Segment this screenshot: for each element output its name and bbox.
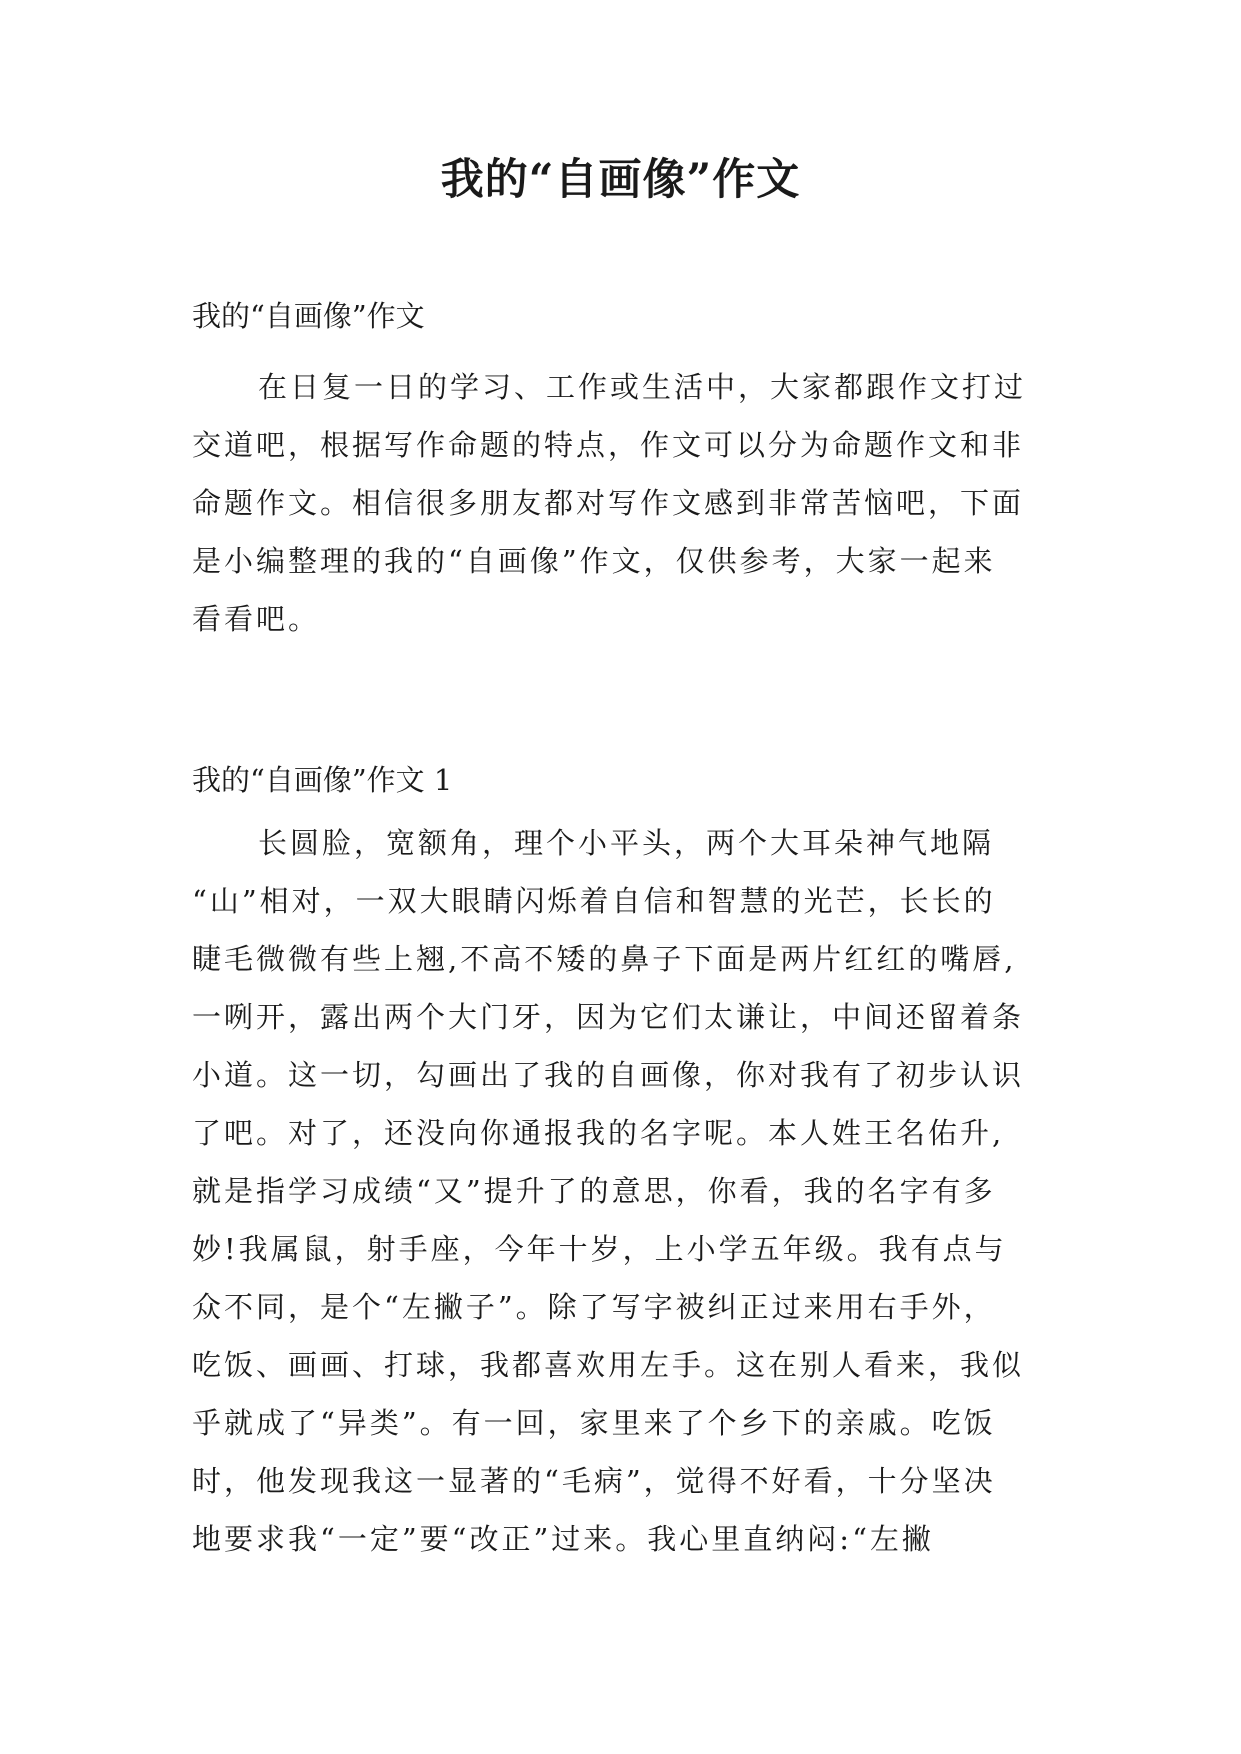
essay-line: 睫毛微微有些上翘,不高不矮的鼻子下面是两片红红的嘴唇, xyxy=(192,942,1017,976)
intro-line: 是小编整理的我的“自画像”作文，仅供参考，大家一起来 xyxy=(192,544,996,578)
essay-line: 了吧。对了，还没向你通报我的名字呢。本人姓王名佑升, xyxy=(192,1116,1005,1150)
essay-line: 地要求我“一定”要“改正”过来。我心里直纳闷:“左撇 xyxy=(192,1522,934,1556)
document-title: 我的“自画像”作文 xyxy=(440,155,801,205)
intro-line: 看看吧。 xyxy=(192,602,321,636)
essay-line: 时，他发现我这一显著的“毛病”，觉得不好看，十分坚决 xyxy=(192,1464,996,1498)
essay-line: 吃饭、画画、打球，我都喜欢用左手。这在别人看来，我似 xyxy=(192,1348,1025,1382)
essay-line: 长圆脸，宽额角，理个小平头，两个大耳朵神气地隔 xyxy=(258,826,995,860)
essay-line: 就是指学习成绩“又”提升了的意思，你看，我的名字有多 xyxy=(192,1174,996,1208)
essay-line: 一咧开，露出两个大门牙，因为它们太谦让，中间还留着条 xyxy=(192,1000,1025,1034)
intro-line: 命题作文。相信很多朋友都对写作文感到非常苦恼吧，下面 xyxy=(192,486,1025,520)
intro-line: 交道吧，根据写作命题的特点，作文可以分为命题作文和非 xyxy=(192,428,1025,462)
essay-line: “山”相对，一双大眼睛闪烁着自信和智慧的光芒，长长的 xyxy=(192,884,996,918)
essay-paragraph xyxy=(192,814,1062,1568)
document-subtitle: 我的“自画像”作文 xyxy=(192,299,425,333)
section-heading: 我的“自画像”作文 1 xyxy=(192,763,453,797)
essay-line: 妙!我属鼠，射手座，今年十岁，上小学五年级。我有点与 xyxy=(192,1232,1007,1266)
essay-line: 众不同，是个“左撇子”。除了写字被纠正过来用右手外， xyxy=(192,1290,996,1324)
essay-line: 小道。这一切，勾画出了我的自画像，你对我有了初步认识 xyxy=(192,1058,1025,1092)
essay-line: 乎就成了“异类”。有一回，家里来了个乡下的亲戚。吃饭 xyxy=(192,1406,996,1440)
intro-line: 在日复一日的学习、工作或生活中，大家都跟作文打过 xyxy=(258,370,1027,404)
intro-paragraph xyxy=(192,358,1062,648)
